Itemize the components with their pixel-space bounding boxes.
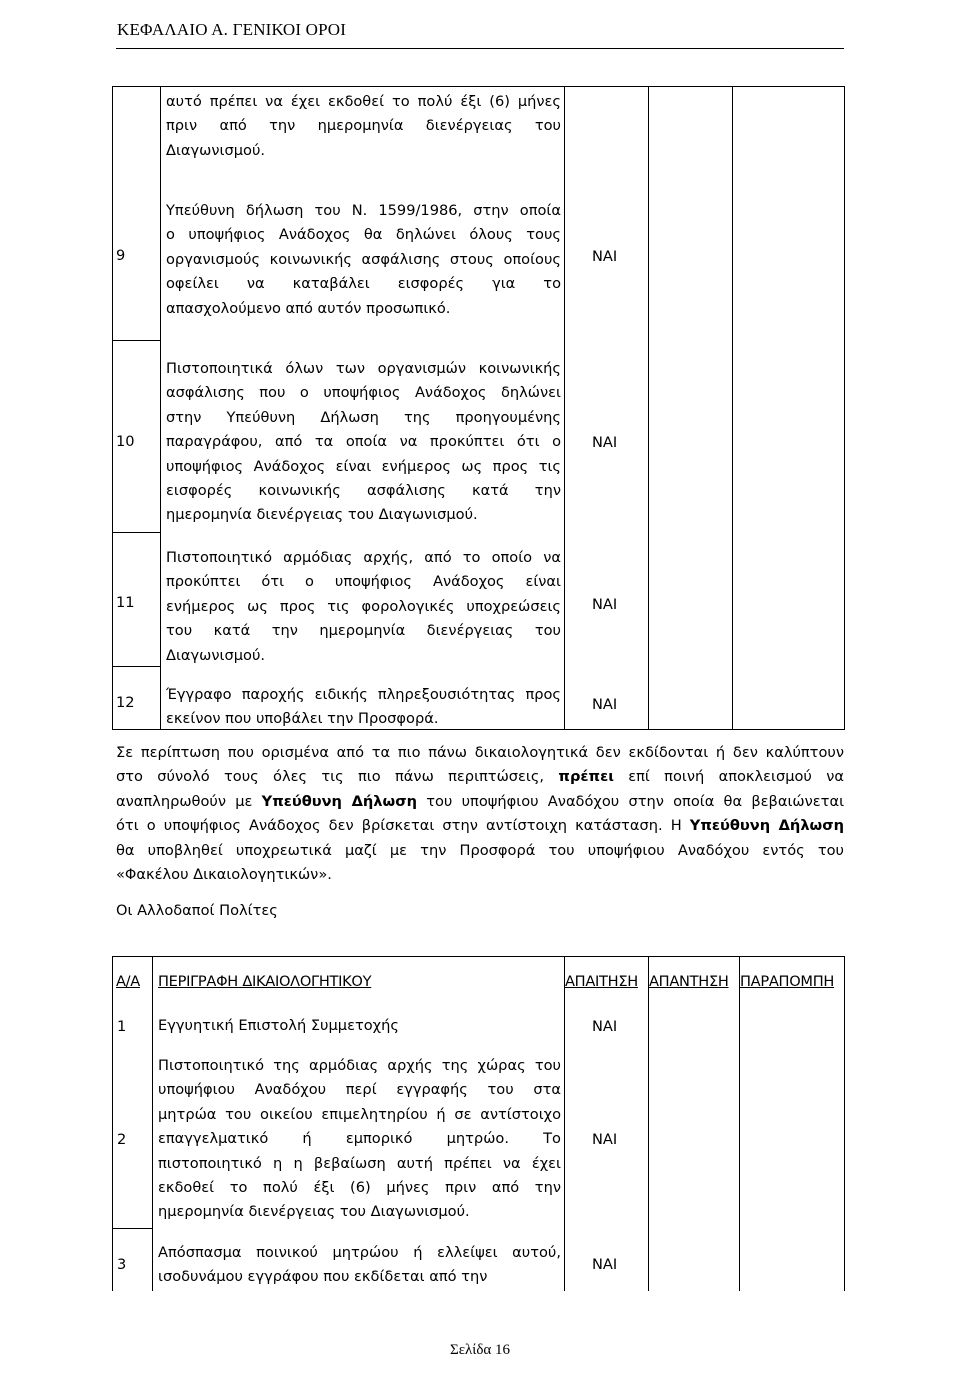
table-border [648,956,649,1291]
table-row-description: αυτό πρέπει να έχει εκδοθεί το πολύ έξι (6) μήνες πριν από την ημερομηνία διενέργειας του Διαγωνισμού. [166,93,561,159]
alternative-documents-paragraph [116,741,844,887]
row-number: 3 [117,1256,127,1273]
column-header-answer: ΑΠΑΝΤΗΣΗ [649,973,729,990]
requirement-answer: ΝΑΙ [592,596,618,613]
chapter-title: ΚΕΦΑΛΑΙΟ Α. ΓΕΝΙΚΟΙ ΟΡΟΙ [117,20,347,39]
row-number: 11 [116,594,135,611]
table-border [844,86,845,729]
table-row-description: Εγγυητική Επιστολή Συμμετοχής [158,1017,399,1034]
row-number: 9 [116,247,126,264]
paragraph-line: αναπληρωθούν με Υπεύθυνη Δήλωση του υποψήφιου Αναδόχου στην οποία θα βεβαιώνεται [116,792,845,810]
table-border [739,956,740,1291]
header-divider [116,48,844,49]
paragraph-line: ότι ο υποψήφιος Ανάδοχος δεν βρίσκεται στην αντίστοιχη κατάσταση. Η Υπεύθυνη Δήλωση [116,817,844,835]
row-number: 10 [116,433,135,450]
table-row-description: Έγγραφο παροχής ειδικής πληρεξουσιότητας προς εκείνον που υποβάλει την Προσφορά. [166,686,561,728]
row-number: 1 [117,1018,127,1035]
requirement-answer: ΝΑΙ [592,1131,618,1148]
table-row-description: Πιστοποιητικό αρμόδιας αρχής, από το οποίο να προκύπτει ότι ο υποψήφιος Ανάδοχος είναι ενήμερος ως προς τις φορολογικές υποχρεώσεις του κατά την ημερομηνία διενέργειας του Διαγωνισμού. [166,549,561,664]
table-border [112,956,845,957]
table-border [112,956,113,1291]
table-row-description: Υπεύθυνη δήλωση του Ν. 1599/1986, στην οποία ο υποψήφιος Ανάδοχος θα δηλώνει όλους τους οργανισμούς κοινωνικής ασφάλισης στους οποίους οφείλει να καταβάλει εισφορές για το απασχολούμενο από αυτόν προσωπικό. [166,202,561,317]
table-border [564,956,565,1291]
section-subheading: Οι Αλλοδαποί Πολίτες [116,902,278,919]
row-number: 12 [116,694,135,711]
table-border [112,340,161,341]
table-border [112,86,113,729]
requirement-answer: ΝΑΙ [592,696,618,713]
column-header-reference: ΠΑΡΑΠΟΜΠΗ [740,973,835,990]
table-row-description: Απόσπασμα ποινικού μητρώου ή ελλείψει αυτού, ισοδυνάμου εγγράφου που εκδίδεται από την [158,1244,561,1286]
table-border [844,956,845,1291]
row-number: 2 [117,1131,127,1148]
requirement-answer: ΝΑΙ [592,434,618,451]
paragraph-line: «Φακέλου Δικαιολογητικών». [116,866,332,884]
table-border [112,666,161,667]
table-border [732,86,733,729]
table-row-description: Πιστοποιητικό της αρμόδιας αρχής της χώρας του υποψήφιου Αναδόχου περί εγγραφής του στα μητρώα του οικείου επιμελητηρίου ή σε αντίστοιχο επαγγελματικό ή εμπορικό μητρώο. Το πιστοποιητικό η η βεβαίωση αυτή πρέπει να έχει εκδοθεί το πολύ έξι (6) μήνες πριν από την ημερομηνία διενέργειας του Διαγωνισμού. [158,1057,561,1221]
paragraph-line: Σε περίπτωση που ορισμένα από τα πιο πάνω δικαιολογητικά δεν εκδίδονται ή δεν καλύπτουν [116,744,844,761]
requirement-answer: ΝΑΙ [592,248,618,265]
requirement-answer: ΝΑΙ [592,1018,618,1035]
paragraph-line: στο σύνολό τους όλες τις πιο πάνω περιπτώσεις, πρέπει επί ποινή αποκλεισμού να [116,768,844,786]
table-border [152,956,153,1291]
table-border [112,532,161,533]
column-header-index: Α/Α [116,973,140,990]
column-header-requirement: ΑΠΑΙΤΗΣΗ [565,973,638,990]
table-border [160,86,161,729]
table-border [112,86,845,87]
page-number: Σελίδα 16 [449,1342,510,1358]
table-row-description: Πιστοποιητικά όλων των οργανισμών κοινωνικής ασφάλισης που ο υποψήφιος Ανάδοχος δηλώνει στην Υπεύθυνη Δήλωση της προηγουμένης παραγράφου, από τα οποία να προκύπτει ότι ο υποψήφιος Ανάδοχος είναι ενήμερος ως προς τις εισφορές κοινωνικής ασφάλισης κατά την ημερομηνία διενέργειας του Διαγωνισμού. [166,360,561,524]
table-border [112,1228,153,1229]
paragraph-line: θα υποβληθεί υποχρεωτικά μαζί με την Προσφορά του υποψήφιου Αναδόχου εντός του [116,841,844,859]
table-border [648,86,649,729]
requirement-answer: ΝΑΙ [592,1256,618,1273]
column-header-description: ΠΕΡΙΓΡΑΦΗ ΔΙΚΑΙΟΛΟΓΗΤΙΚΟΥ [158,973,372,990]
table-border [564,86,565,729]
